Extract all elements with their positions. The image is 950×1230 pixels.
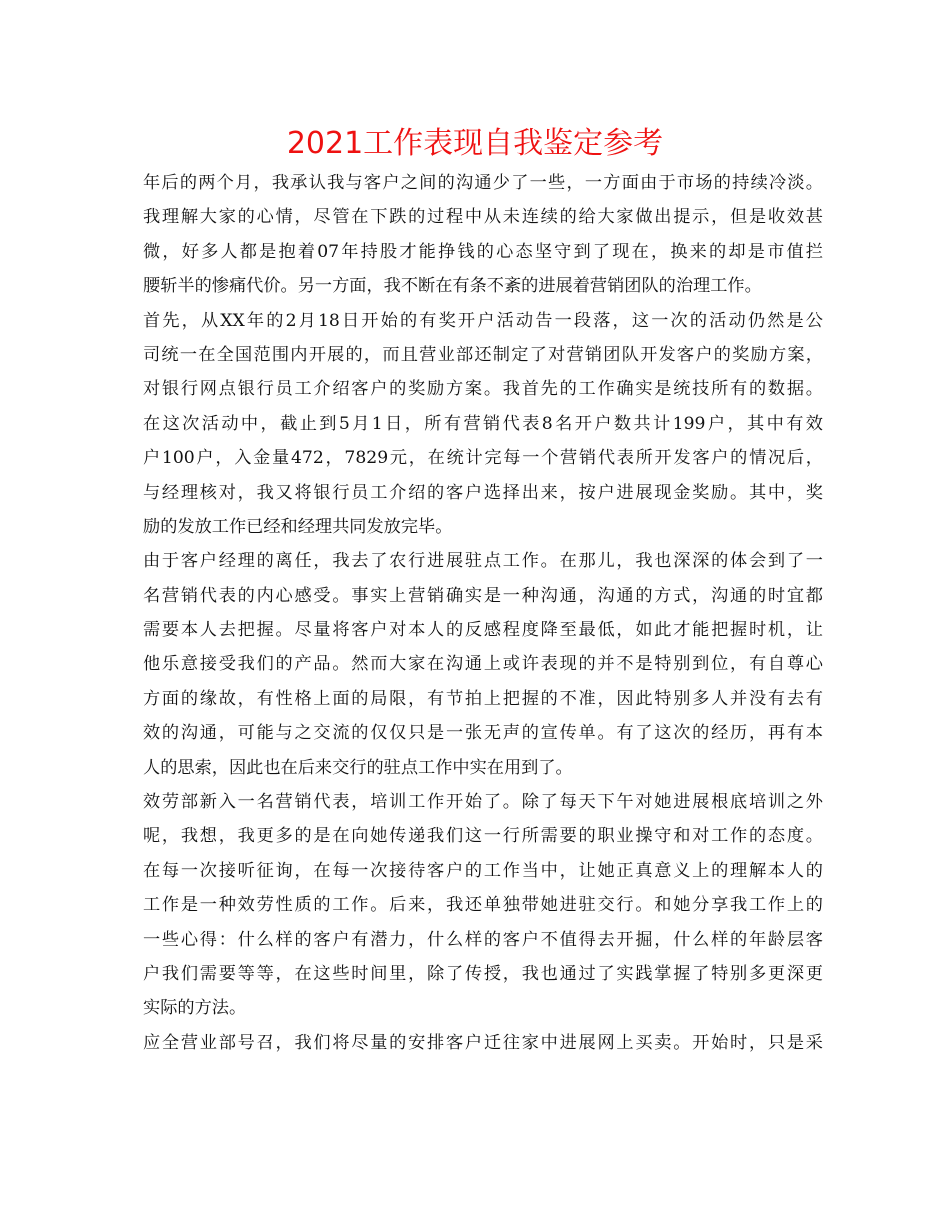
- text-line: 微，好多人都是抱着07年持股才能挣钱的心态坚守到了现在，换来的却是市值拦: [143, 241, 823, 262]
- text-line: 一些心得：什么样的客户有潜力，什么样的客户不值得去开掘，什么样的年龄层客: [143, 929, 823, 950]
- text-line: 腰斩半的惨痛代价。另一方面，我不断在有条不紊的进展着营销团队的治理工作。: [143, 276, 762, 297]
- text-line: 实际的方法。: [143, 998, 247, 1019]
- text-line: 与经理核对，我又将银行员工介绍的客户选择出来，按户进展现金奖励。其中，奖: [143, 482, 823, 503]
- text-line: 励的发放工作已经和经理共同发放完毕。: [143, 516, 453, 537]
- text-line: 呢，我想，我更多的是在向她传递我们这一行所需要的职业操守和对工作的态度。: [143, 826, 823, 847]
- text-line: 人的思索，因此也在后来交行的驻点工作中实在用到了。: [143, 757, 573, 778]
- text-line: 效的沟通，可能与之交流的仅仅只是一张无声的宣传单。有了这次的经历，再有本: [143, 723, 823, 744]
- document-title: 2021工作表现自我鉴定参考: [286, 126, 664, 161]
- text-line: 对银行网点银行员工介绍客户的奖励方案。我首先的工作确实是统技所有的数据。: [143, 379, 823, 400]
- text-line: 在每一次接听征询，在每一次接待客户的工作当中，让她正真意义上的理解本人的: [143, 860, 823, 881]
- text-line: 效劳部新入一名营销代表，培训工作开始了。除了每天下午对她进展根底培训之外: [143, 792, 823, 813]
- text-line: 应全营业部号召，我们将尽量的安排客户迁往家中进展网上买卖。开始时，只是采: [143, 1032, 823, 1053]
- text-line: 方面的缘故，有性格上面的局限，有节拍上把握的不准，因此特别多人并没有去有: [143, 688, 823, 709]
- text-line: 名营销代表的内心感受。事实上营销确实是一种沟通，沟通的方式，沟通的时宜都: [143, 585, 823, 606]
- document-body: [143, 166, 823, 1060]
- text-line: 户我们需要等等，在这些时间里，除了传授，我也通过了实践掌握了特别多更深更: [143, 963, 823, 984]
- text-line: 他乐意接受我们的产品。然而大家在沟通上或许表现的并不是特别到位，有自尊心: [143, 654, 823, 675]
- text-line: 司统一在全国范围内开展的，而且营业部还制定了对营销团队开发客户的奖励方案，: [143, 344, 823, 365]
- text-line: 工作是一种效劳性质的工作。后来，我还单独带她进驻交行。和她分享我工作上的: [143, 895, 823, 916]
- text-line: 首先，从XX年的2月18日开始的有奖开户活动告一段落，这一次的活动仍然是公: [143, 310, 823, 331]
- text-line: 由于客户经理的离任，我去了农行进展驻点工作。在那儿，我也深深的体会到了一: [143, 551, 823, 572]
- text-line: 年后的两个月，我承认我与客户之间的沟通少了一些，一方面由于市场的持续冷淡。: [143, 173, 823, 193]
- text-line: 户100户，入金量472，7829元，在统计完每一个营销代表所开发客户的情况后，: [143, 448, 823, 469]
- text-line: 需要本人去把握。尽量将客户对本人的反感程度降至最低，如此才能把握时机，让: [143, 620, 823, 641]
- text-line: 在这次活动中，截止到5月1日，所有营销代表8名开户数共计199户，其中有效: [143, 413, 823, 434]
- text-line: 我理解大家的心情，尽管在下跌的过程中从未连续的给大家做出提示，但是收效甚: [143, 207, 823, 228]
